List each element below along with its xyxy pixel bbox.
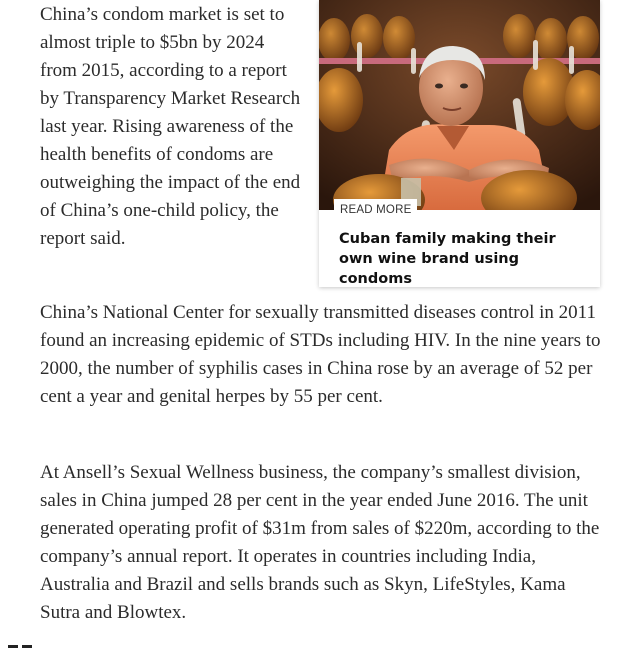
quote-mark-icon	[2, 645, 40, 649]
wine-bottles-man-photo	[319, 0, 600, 210]
article-paragraph-1: China’s condom market is set to almost triple to $5bn by 2024 from 2015, according to a report by Transparency Market Research last year. Rising awareness of the health benefits of condoms are outweighing the impact of the end of China’s one-child policy, the report said.	[40, 4, 301, 249]
related-article-card[interactable]	[319, 0, 600, 287]
article-paragraph-3: At Ansell’s Sexual Wellness business, the company’s smallest division, sales in China jumped 28 per cent in the year ended June 2016. The unit generated operating profit of $31m from sales of $220m, according to the company’s annual report. It operates in countries including India, Australia and Brazil and sells brands such as Skyn, LifeStyles, Kama Sutra and Blowtex.	[40, 462, 600, 623]
read-more-tag[interactable]: READ MORE	[334, 199, 417, 221]
related-article-headline[interactable]: Cuban family making their own wine brand using condoms	[339, 231, 556, 287]
article-paragraph-2: China’s National Center for sexually transmitted diseases control in 2011 found an increasing epidemic of STDs including HIV. In the nine years to 2000, the number of syphilis cases in China rose by an average of 52 per cent a year and genital herpes by 55 per cent.	[40, 302, 601, 407]
related-article-image[interactable]	[319, 0, 600, 210]
